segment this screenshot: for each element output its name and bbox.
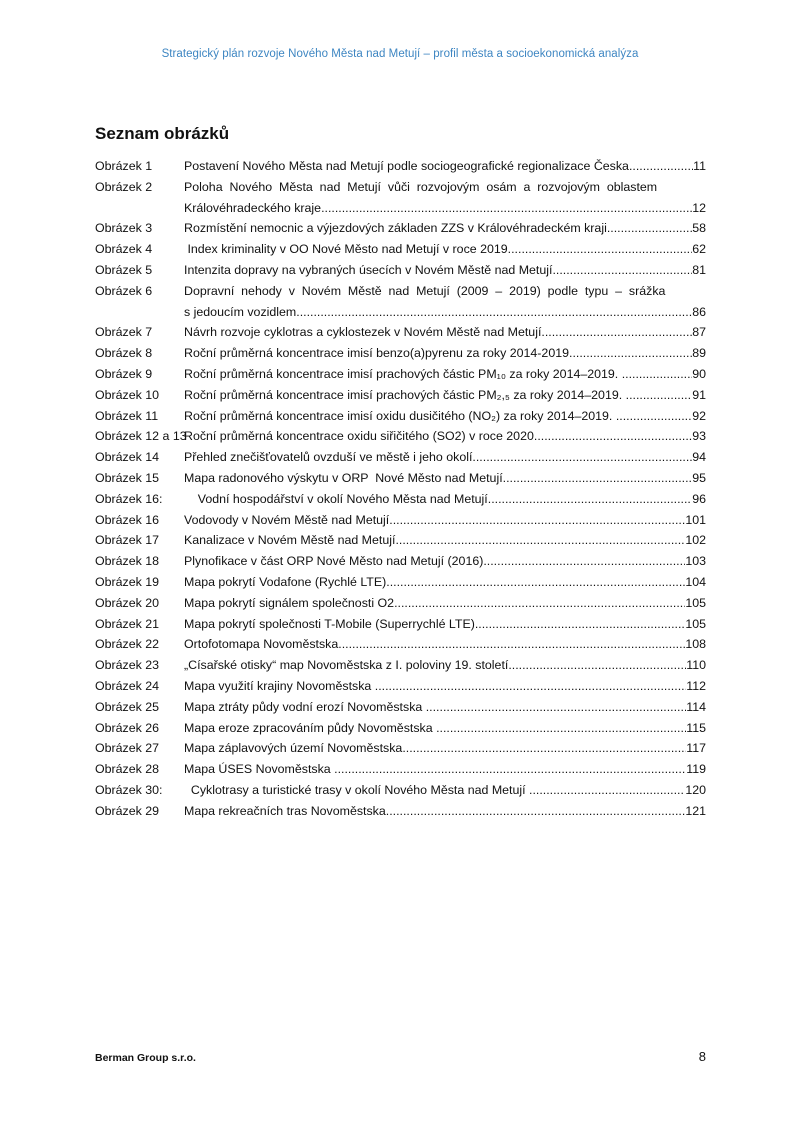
figure-label: Obrázek 2 (95, 179, 153, 194)
dot-leader (503, 468, 693, 489)
figure-label: Obrázek 20 (95, 595, 160, 610)
figure-page-number: 58 (692, 221, 706, 236)
figure-label: Obrázek 3 (95, 221, 153, 236)
dot-leader (389, 510, 685, 531)
figure-label: Obrázek 7 (95, 325, 153, 340)
figure-label: Obrázek 8 (95, 346, 153, 361)
dot-leader (529, 780, 685, 801)
figure-page-number: 105 (685, 616, 706, 631)
figure-caption: Mapa pokrytí signálem společnosti O2 (184, 595, 395, 610)
figure-label: Obrázek 17 (95, 533, 160, 548)
figure-label: Obrázek 26 (95, 720, 160, 735)
dot-leader (534, 426, 692, 447)
figure-page-number: 108 (685, 637, 706, 652)
figure-caption: Intenzita dopravy na vybraných úsecích v Novém Městě nad Metují (184, 263, 553, 277)
dot-leader (622, 364, 693, 385)
figure-page-number: 95 (692, 471, 706, 485)
dot-leader (386, 801, 686, 822)
figure-entry[interactable] (95, 343, 706, 364)
dot-leader (616, 406, 692, 427)
figure-label: Obrázek 14 (95, 450, 160, 465)
list-of-figures-title: Seznam obrázků (95, 124, 230, 143)
figure-caption: s jedoucím vozidlem (184, 304, 297, 319)
figure-entry[interactable] (95, 260, 706, 281)
dot-leader (436, 718, 686, 739)
figure-label: Obrázek 25 (95, 699, 160, 714)
figure-page-number: 114 (686, 699, 706, 714)
figure-page-number: 89 (692, 346, 706, 361)
figure-caption: „Císařské otisky“ map Novoměstska z I. poloviny 19. století (184, 658, 509, 673)
dot-leader (472, 447, 692, 468)
figure-page-number: 101 (685, 512, 706, 527)
figure-label: Obrázek 5 (95, 263, 153, 277)
figure-label: Obrázek 18 (95, 554, 160, 569)
figure-caption: Roční průměrná koncentrace imisí benzo(a)pyrenu za roky 2014-2019 (184, 346, 569, 361)
dot-leader (296, 302, 692, 323)
figure-entry[interactable] (95, 593, 706, 614)
figure-entry[interactable] (95, 801, 706, 822)
figure-page-number: 115 (686, 720, 706, 735)
figure-caption: Poloha Nového Města nad Metují vůči rozvojovým osám a rozvojovým oblastem (184, 179, 658, 194)
dot-leader (626, 385, 693, 406)
figure-entry[interactable] (95, 281, 706, 323)
figure-label: Obrázek 29 (95, 803, 160, 818)
figure-page-number: 12 (692, 200, 706, 215)
figure-label: Obrázek 22 (95, 637, 160, 652)
figure-entry[interactable] (95, 510, 706, 531)
figure-page-number: 96 (692, 491, 706, 506)
figure-label: Obrázek 6 (95, 283, 153, 298)
figure-entry[interactable] (95, 551, 706, 572)
figure-page-number: 120 (685, 783, 706, 797)
figure-entry[interactable] (95, 738, 706, 759)
figure-caption: Postavení Nového Města nad Metují podle sociogeografické regionalizace Česka (184, 159, 629, 173)
figure-label: Obrázek 16: (95, 491, 163, 506)
figure-caption: Roční průměrná koncentrace oxidu siřičitého (SO2) v roce 2020 (184, 429, 534, 444)
dot-leader (488, 489, 692, 510)
dot-leader (541, 322, 692, 343)
figure-caption: Vodní hospodářství v okolí Nového Města nad Metují (184, 491, 488, 506)
figure-page-number: 87 (692, 325, 706, 340)
figure-entry[interactable] (95, 614, 706, 635)
figure-entry[interactable] (95, 468, 706, 489)
dot-leader (395, 530, 685, 551)
figure-entry[interactable] (95, 156, 706, 177)
figure-page-number: 91 (692, 387, 706, 402)
figure-entry[interactable] (95, 780, 706, 801)
figure-caption: Vodovody v Novém Městě nad Metují (184, 512, 390, 527)
figure-caption: Návrh rozvoje cyklotras a cyklostezek v Novém Městě nad Metují (184, 325, 542, 340)
figure-page-number: 105 (685, 595, 706, 610)
figure-caption: Index kriminality v OO Nové Město nad Metují v roce 2019 (184, 242, 508, 257)
figure-label: Obrázek 1 (95, 159, 153, 173)
figure-caption: Roční průměrná koncentrace imisí prachových částic PM₂,₅ za roky 2014–2019. (184, 387, 626, 402)
figure-page-number: 93 (692, 429, 706, 444)
figure-caption: Dopravní nehody v Novém Městě nad Metují (2009 – 2019) podle typu – srážka (184, 283, 666, 298)
figure-caption: Plynofikace v část ORP Nové Město nad Metují (2016) (184, 554, 484, 569)
figure-label: Obrázek 9 (95, 367, 153, 381)
figure-entry[interactable] (95, 364, 706, 385)
figure-entry[interactable] (95, 385, 706, 406)
figure-page-number: 90 (692, 367, 706, 381)
dot-leader (475, 614, 685, 635)
figure-entry[interactable] (95, 218, 706, 239)
figure-label: Obrázek 24 (95, 679, 160, 693)
figure-page-number: 104 (685, 575, 706, 589)
figure-caption: Královéhradeckého kraje (184, 200, 322, 215)
figure-entry[interactable] (95, 239, 706, 260)
figure-entry[interactable] (95, 489, 706, 510)
figure-page-number: 103 (685, 554, 706, 569)
figure-entry[interactable] (95, 406, 706, 427)
dot-leader (552, 260, 692, 281)
dot-leader (394, 593, 685, 614)
dot-leader (426, 697, 687, 718)
figure-page-number: 81 (692, 263, 706, 277)
dot-leader (338, 634, 685, 655)
dot-leader (321, 198, 692, 219)
figure-caption: Mapa rekreačních tras Novoměstska (184, 803, 386, 818)
figure-entry[interactable] (95, 447, 706, 468)
figure-page-number: 86 (692, 304, 706, 319)
dot-leader (402, 738, 686, 759)
figure-caption: Mapa využití krajiny Novoměstska (184, 679, 375, 693)
figure-caption: Mapa ÚSES Novoměstska (184, 762, 335, 777)
figure-entry[interactable] (95, 322, 706, 343)
figure-entry[interactable] (95, 177, 706, 219)
figure-entry[interactable] (95, 530, 706, 551)
dot-leader (375, 676, 686, 697)
figure-entry[interactable] (95, 426, 706, 447)
figure-caption: Roční průměrná koncentrace imisí oxidu dusičitého (NO₂) za roky 2014–2019. (184, 408, 616, 423)
figure-label: Obrázek 11 (95, 408, 159, 423)
figure-label: Obrázek 12 a 13 (95, 429, 187, 444)
figure-caption: Ortofotomapa Novoměstska (184, 637, 339, 652)
figure-caption: Mapa pokrytí společnosti T-Mobile (Superrychlé LTE) (184, 616, 475, 631)
footer-company: Berman Group s.r.o. (95, 1052, 196, 1064)
figure-label: Obrázek 16 (95, 512, 160, 527)
dot-leader (607, 218, 692, 239)
figure-entry[interactable] (95, 634, 706, 655)
figure-caption: Mapa radonového výskytu v ORP Nové Město nad Metují (184, 471, 503, 485)
figure-label: Obrázek 30: (95, 783, 163, 797)
dot-leader (483, 551, 685, 572)
figure-page-number: 121 (685, 803, 706, 818)
figure-label: Obrázek 23 (95, 658, 160, 673)
figure-label: Obrázek 10 (95, 387, 160, 402)
running-header: Strategický plán rozvoje Nového Města nad Metují – profil města a socioekonomická analýza (161, 48, 639, 60)
figure-label: Obrázek 15 (95, 471, 160, 485)
dot-leader (334, 759, 686, 780)
dot-leader (508, 239, 693, 260)
figure-entry[interactable] (95, 697, 706, 718)
figure-caption: Cyklotrasy a turistické trasy v okolí Nového Města nad Metují (184, 783, 530, 797)
figure-caption: Mapa pokrytí Vodafone (Rychlé LTE) (184, 575, 387, 589)
figure-label: Obrázek 4 (95, 242, 153, 257)
figure-caption: Kanalizace v Novém Městě nad Metují (184, 533, 396, 548)
figure-caption: Mapa ztráty půdy vodní erozí Novoměstska (184, 699, 426, 714)
figure-label: Obrázek 28 (95, 762, 160, 777)
dot-leader (569, 343, 692, 364)
figure-page-number: 62 (692, 242, 706, 257)
figure-page-number: 102 (685, 533, 706, 548)
figure-page-number: 110 (686, 658, 706, 673)
figure-entry[interactable] (95, 718, 706, 739)
figure-caption: Mapa záplavových území Novoměstska (184, 741, 403, 756)
figure-caption: Roční průměrná koncentrace imisí prachových částic PM₁₀ za roky 2014–2019. (184, 367, 622, 381)
page-number: 8 (698, 1049, 706, 1064)
figure-page-number: 112 (686, 679, 706, 693)
figure-entry[interactable] (95, 676, 706, 697)
figure-caption: Přehled znečišťovatelů ovzduší ve městě i jeho okolí (184, 450, 473, 465)
figure-page-number: 11 (693, 159, 706, 173)
figure-label: Obrázek 27 (95, 741, 160, 756)
figure-page-number: 119 (686, 762, 706, 777)
dot-leader (629, 156, 693, 177)
figure-caption: Rozmístění nemocnic a výjezdových základen ZZS v Královéhradeckém kraji (184, 221, 607, 236)
dot-leader (386, 572, 685, 593)
figure-page-number: 92 (692, 408, 706, 423)
figure-entry[interactable] (95, 572, 706, 593)
figure-page-number: 94 (692, 450, 706, 465)
figure-label: Obrázek 19 (95, 575, 160, 589)
figure-caption: Mapa eroze zpracováním půdy Novoměstska (184, 720, 437, 735)
figure-label: Obrázek 21 (95, 616, 160, 631)
dot-leader (508, 655, 686, 676)
figure-entry[interactable] (95, 759, 706, 780)
figure-entry[interactable] (95, 655, 706, 676)
figure-page-number: 117 (686, 741, 706, 756)
